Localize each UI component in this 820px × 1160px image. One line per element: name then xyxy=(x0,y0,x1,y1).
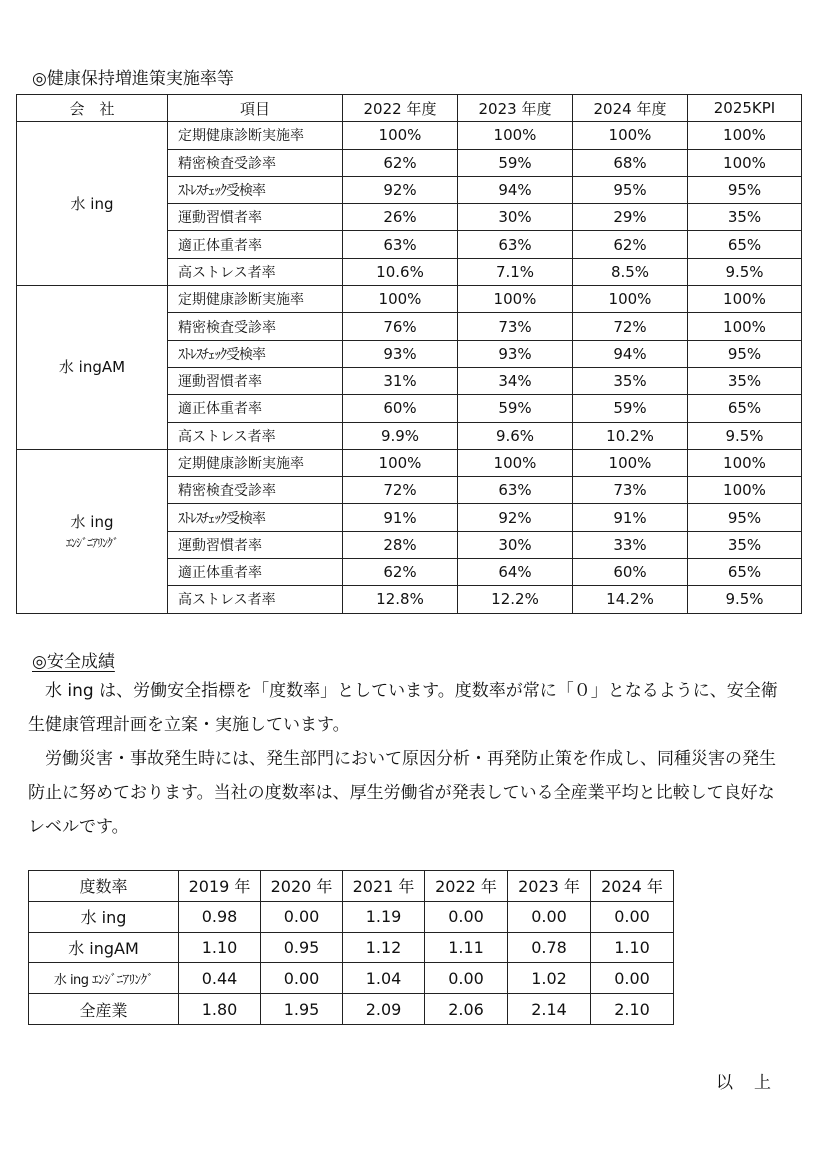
rate-value: 100% xyxy=(688,149,802,176)
rate-value: 60% xyxy=(343,395,458,422)
header-2022: 2022 年度 xyxy=(343,95,458,122)
rate-value: 76% xyxy=(343,313,458,340)
rate-value: 29% xyxy=(573,204,688,231)
rate-value: 100% xyxy=(458,122,573,149)
rate-value: 33% xyxy=(573,531,688,558)
rate-value: 28% xyxy=(343,531,458,558)
frequency-value: 1.80 xyxy=(179,994,261,1025)
health-row xyxy=(17,122,802,149)
frequency-rate-table xyxy=(28,870,674,1025)
rate-value: 100% xyxy=(343,122,458,149)
header-2024: 2024 年度 xyxy=(573,95,688,122)
header-2023: 2023 年度 xyxy=(458,95,573,122)
item-label: 精密検査受診率 xyxy=(168,477,343,504)
rate-value: 26% xyxy=(343,204,458,231)
frequency-row-label: 水 ing ｴﾝｼﾞﾆｱﾘﾝｸﾞ xyxy=(29,963,179,994)
rate-value: 63% xyxy=(458,477,573,504)
frequency-value: 0.00 xyxy=(591,901,674,932)
freq-header-2021: 2021 年 xyxy=(343,871,425,902)
safety-paragraph-1: 水 ing は、労働安全指標を「度数率」としています。度数率が常に「０」となるように、安全衛生健康管理計画を立案・実施しています。 xyxy=(28,681,778,735)
freq-header-label: 度数率 xyxy=(29,871,179,902)
item-label: 精密検査受診率 xyxy=(168,149,343,176)
closing-mark: 以 上 xyxy=(716,1073,773,1093)
rate-value: 100% xyxy=(343,449,458,476)
item-label: ｽﾄﾚｽﾁｪｯｸ受検率 xyxy=(168,504,343,531)
frequency-row-label: 水 ing xyxy=(29,901,179,932)
rate-value: 14.2% xyxy=(573,586,688,613)
rate-value: 65% xyxy=(688,559,802,586)
rate-value: 93% xyxy=(343,340,458,367)
frequency-value: 0.00 xyxy=(425,901,508,932)
rate-value: 60% xyxy=(573,559,688,586)
frequency-value: 2.09 xyxy=(343,994,425,1025)
rate-value: 9.5% xyxy=(688,422,802,449)
frequency-value: 0.00 xyxy=(425,963,508,994)
item-label: 定期健康診断実施率 xyxy=(168,449,343,476)
frequency-row xyxy=(29,932,674,963)
rate-value: 100% xyxy=(688,122,802,149)
rate-value: 92% xyxy=(343,176,458,203)
frequency-value: 1.12 xyxy=(343,932,425,963)
safety-paragraph-2: 労働災害・事故発生時には、発生部門において原因分析・再発防止策を作成し、同種災害の発生防止に努めております。当社の度数率は、厚生労働省が発表している全産業平均と比較して良好なレベルです。 xyxy=(28,749,776,837)
rate-value: 35% xyxy=(688,204,802,231)
rate-value: 100% xyxy=(688,286,802,313)
rate-value: 9.9% xyxy=(343,422,458,449)
item-label: 適正体重者率 xyxy=(168,231,343,258)
frequency-row-label: 水 ingAM xyxy=(29,932,179,963)
rate-value: 34% xyxy=(458,367,573,394)
rate-value: 65% xyxy=(688,395,802,422)
frequency-value: 0.00 xyxy=(261,963,343,994)
company-name xyxy=(17,122,168,286)
rate-value: 100% xyxy=(573,122,688,149)
header-company: 会 社 xyxy=(17,95,168,122)
rate-value: 93% xyxy=(458,340,573,367)
rate-value: 100% xyxy=(688,313,802,340)
rate-value: 10.2% xyxy=(573,422,688,449)
company-name-line: 水 ing xyxy=(70,194,114,213)
rate-value: 95% xyxy=(573,176,688,203)
rate-value: 30% xyxy=(458,531,573,558)
company-name xyxy=(17,286,168,450)
rate-value: 100% xyxy=(343,286,458,313)
rate-value: 10.6% xyxy=(343,258,458,285)
rate-value: 100% xyxy=(688,477,802,504)
rate-value: 100% xyxy=(573,286,688,313)
frequency-value: 0.95 xyxy=(261,932,343,963)
health-rates-table xyxy=(16,94,802,614)
item-label: 運動習慣者率 xyxy=(168,367,343,394)
rate-value: 8.5% xyxy=(573,258,688,285)
item-label: 定期健康診断実施率 xyxy=(168,122,343,149)
rate-value: 7.1% xyxy=(458,258,573,285)
rate-value: 63% xyxy=(343,231,458,258)
item-label: 運動習慣者率 xyxy=(168,204,343,231)
rate-value: 95% xyxy=(688,176,802,203)
item-label: 高ストレス者率 xyxy=(168,258,343,285)
rate-value: 94% xyxy=(573,340,688,367)
frequency-value: 1.11 xyxy=(425,932,508,963)
rate-value: 72% xyxy=(343,477,458,504)
frequency-value: 1.95 xyxy=(261,994,343,1025)
rate-value: 73% xyxy=(573,477,688,504)
item-label: ｽﾄﾚｽﾁｪｯｸ受検率 xyxy=(168,176,343,203)
rate-value: 91% xyxy=(343,504,458,531)
rate-value: 64% xyxy=(458,559,573,586)
item-label: 運動習慣者率 xyxy=(168,531,343,558)
item-label: ｽﾄﾚｽﾁｪｯｸ受検率 xyxy=(168,340,343,367)
rate-value: 92% xyxy=(458,504,573,531)
health-row xyxy=(17,449,802,476)
rate-value: 12.8% xyxy=(343,586,458,613)
rate-value: 9.5% xyxy=(688,586,802,613)
frequency-value: 0.00 xyxy=(591,963,674,994)
frequency-row xyxy=(29,901,674,932)
item-label: 高ストレス者率 xyxy=(168,422,343,449)
frequency-value: 1.10 xyxy=(591,932,674,963)
rate-value: 35% xyxy=(573,367,688,394)
rate-value: 63% xyxy=(458,231,573,258)
frequency-value: 0.98 xyxy=(179,901,261,932)
freq-header-2024: 2024 年 xyxy=(591,871,674,902)
freq-header-2022: 2022 年 xyxy=(425,871,508,902)
rate-value: 62% xyxy=(343,559,458,586)
rate-value: 100% xyxy=(573,449,688,476)
frequency-value: 1.19 xyxy=(343,901,425,932)
rate-value: 68% xyxy=(573,149,688,176)
company-name-line: 水 ingAM xyxy=(58,358,126,377)
rate-value: 12.2% xyxy=(458,586,573,613)
item-label: 定期健康診断実施率 xyxy=(168,286,343,313)
rate-value: 95% xyxy=(688,340,802,367)
rate-value: 100% xyxy=(458,449,573,476)
frequency-value: 1.04 xyxy=(343,963,425,994)
frequency-row-label: 全産業 xyxy=(29,994,179,1025)
freq-header-2019: 2019 年 xyxy=(179,871,261,902)
rate-value: 73% xyxy=(458,313,573,340)
rate-value: 62% xyxy=(343,149,458,176)
rate-value: 30% xyxy=(458,204,573,231)
rate-value: 62% xyxy=(573,231,688,258)
frequency-row xyxy=(29,963,674,994)
item-label: 適正体重者率 xyxy=(168,395,343,422)
company-name-line: 水 ing xyxy=(70,512,114,531)
frequency-header-row xyxy=(29,871,674,902)
frequency-row xyxy=(29,994,674,1025)
rate-value: 100% xyxy=(458,286,573,313)
item-label: 高ストレス者率 xyxy=(168,586,343,613)
rate-value: 59% xyxy=(458,149,573,176)
rate-value: 59% xyxy=(573,395,688,422)
rate-value: 95% xyxy=(688,504,802,531)
health-header-row xyxy=(17,95,802,122)
frequency-value: 0.00 xyxy=(261,901,343,932)
frequency-value: 1.10 xyxy=(179,932,261,963)
item-label: 適正体重者率 xyxy=(168,559,343,586)
freq-header-2023: 2023 年 xyxy=(508,871,591,902)
frequency-value: 1.02 xyxy=(508,963,591,994)
company-name-line: ｴﾝｼﾞﾆｱﾘﾝｸﾞ xyxy=(65,535,118,550)
header-2025kpi: 2025KPI xyxy=(688,95,802,122)
item-label: 精密検査受診率 xyxy=(168,313,343,340)
frequency-value: 0.00 xyxy=(508,901,591,932)
frequency-value: 0.78 xyxy=(508,932,591,963)
health-row xyxy=(17,286,802,313)
rate-value: 91% xyxy=(573,504,688,531)
rate-value: 100% xyxy=(688,449,802,476)
frequency-value: 2.10 xyxy=(591,994,674,1025)
rate-value: 94% xyxy=(458,176,573,203)
rate-value: 9.5% xyxy=(688,258,802,285)
header-item: 項目 xyxy=(168,95,343,122)
rate-value: 35% xyxy=(688,531,802,558)
frequency-value: 0.44 xyxy=(179,963,261,994)
freq-header-2020: 2020 年 xyxy=(261,871,343,902)
rate-value: 31% xyxy=(343,367,458,394)
frequency-value: 2.14 xyxy=(508,994,591,1025)
rate-value: 35% xyxy=(688,367,802,394)
rate-value: 65% xyxy=(688,231,802,258)
safety-section-title: ◎安全成績 xyxy=(32,652,115,672)
rate-value: 9.6% xyxy=(458,422,573,449)
health-section-title: ◎健康保持増進策実施率等 xyxy=(32,69,234,89)
company-name xyxy=(17,449,168,613)
frequency-value: 2.06 xyxy=(425,994,508,1025)
rate-value: 72% xyxy=(573,313,688,340)
rate-value: 59% xyxy=(458,395,573,422)
